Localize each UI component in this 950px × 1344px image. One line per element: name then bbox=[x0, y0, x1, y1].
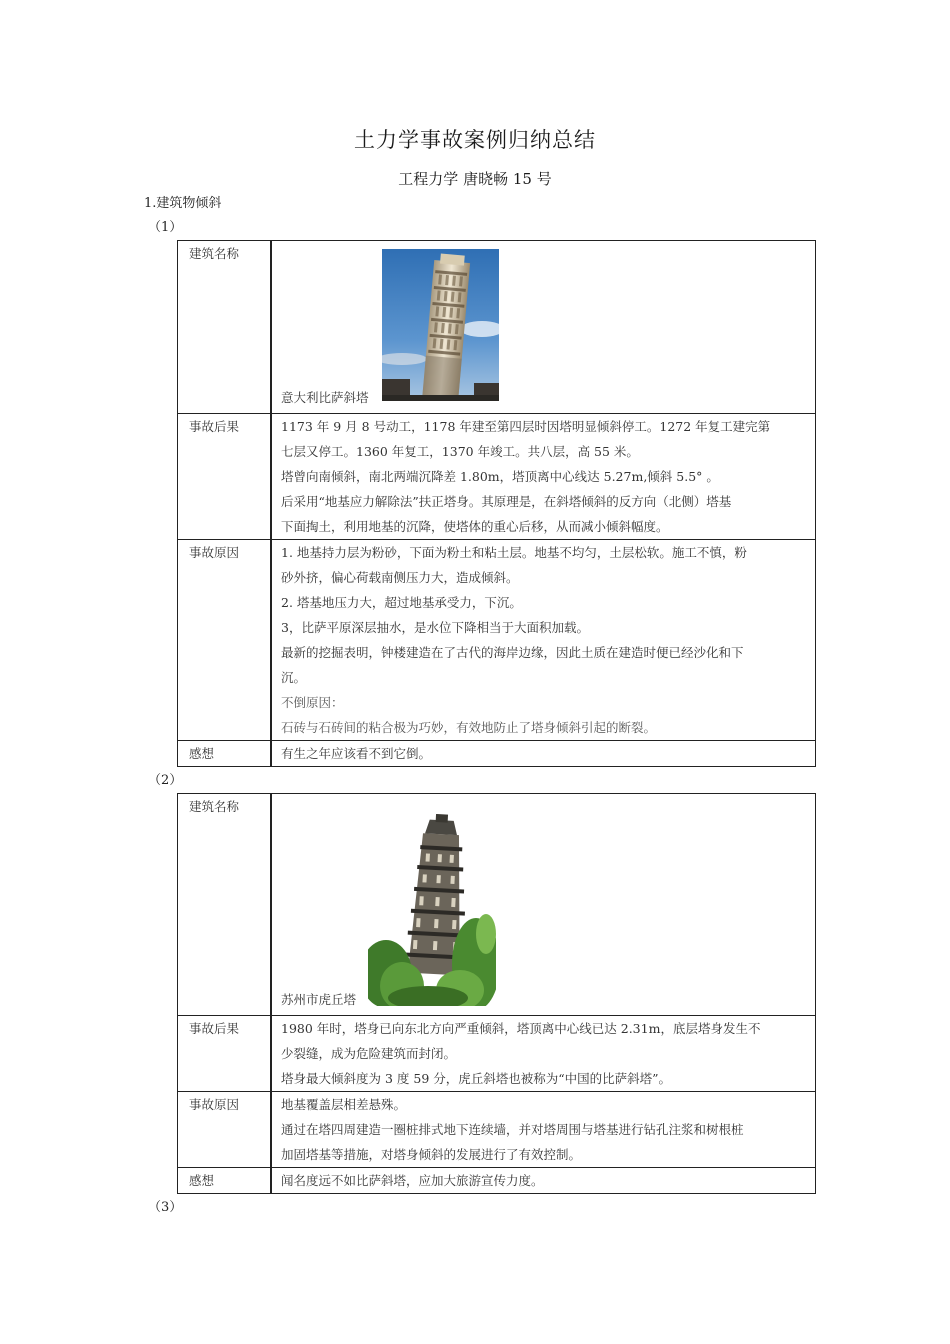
consequence-line: 1980 年时，塔身已向东北方向严重倾斜，塔顶离中心线已达 2.31m，底层塔身发生不 bbox=[281, 1021, 761, 1036]
case-table-1 bbox=[177, 240, 816, 767]
cause-line: 不倒原因： bbox=[281, 695, 344, 710]
consequence-cell bbox=[271, 414, 816, 540]
consequence-line: 后采用“地基应力解除法”扶正塔身。其原理是，在斜塔倾斜的反方向（北侧）塔基 bbox=[281, 494, 732, 509]
leaning-tower-of-pisa-photo bbox=[382, 249, 499, 409]
cause-line: 沉。 bbox=[281, 670, 307, 685]
cause-line: 砂外挤，偏心荷载南侧压力大，造成倾斜。 bbox=[281, 570, 519, 585]
cause-line: 1. 地基持力层为粉砂，下面为粉土和粘土层。地基不均匀，土层松软。施工不慎，粉 bbox=[281, 545, 747, 560]
case-index-1: （1） bbox=[148, 220, 183, 235]
reflection-cell: 有生之年应该看不到它倒。 bbox=[271, 741, 816, 767]
consequence-line: 少裂缝，成为危险建筑而封闭。 bbox=[281, 1046, 457, 1061]
label-building-name: 建筑名称 bbox=[178, 794, 272, 1016]
label-reflection: 感想 bbox=[178, 1168, 272, 1194]
case-index-2: （2） bbox=[148, 773, 183, 788]
cause-cell bbox=[271, 540, 816, 741]
label-consequence: 事故后果 bbox=[178, 1016, 272, 1092]
cause-line: 加固塔基等措施，对塔身倾斜的发展进行了有效控制。 bbox=[281, 1147, 582, 1162]
consequence-cell bbox=[271, 1016, 816, 1092]
building-name: 苏州市虎丘塔 bbox=[281, 992, 357, 1007]
tiger-hill-pagoda-photo bbox=[368, 814, 496, 1014]
section-heading: 1.建筑物倾斜 bbox=[144, 196, 222, 211]
label-reflection: 感想 bbox=[178, 741, 272, 767]
case-table-2 bbox=[177, 793, 816, 1194]
building-name: 意大利比萨斜塔 bbox=[281, 390, 369, 405]
cause-line: 地基覆盖层相差悬殊。 bbox=[281, 1097, 407, 1112]
label-cause: 事故原因 bbox=[178, 1092, 272, 1168]
consequence-line: 塔身最大倾斜度为 3 度 59 分，虎丘斜塔也被称为“中国的比萨斜塔”。 bbox=[281, 1071, 672, 1086]
consequence-line: 下面掏土，利用地基的沉降，使塔体的重心后移，从而减小倾斜幅度。 bbox=[281, 519, 669, 534]
label-consequence: 事故后果 bbox=[178, 414, 272, 540]
case-index-3: （3） bbox=[148, 1200, 183, 1215]
cause-cell bbox=[271, 1092, 816, 1168]
consequence-line: 1173 年 9 月 8 号动工，1178 年建至第四层时因塔明显倾斜停工。1272 年复工建完第 bbox=[281, 419, 771, 434]
building-name-cell bbox=[271, 794, 816, 1016]
building-name-cell bbox=[271, 241, 816, 414]
document-title: 土力学事故案例归纳总结 bbox=[354, 128, 596, 152]
label-cause: 事故原因 bbox=[178, 540, 272, 741]
label-building-name: 建筑名称 bbox=[178, 241, 272, 414]
consequence-line: 七层又停工。1360 年复工，1370 年竣工。共八层，高 55 米。 bbox=[281, 444, 639, 459]
cause-line: 石砖与石砖间的粘合极为巧妙，有效地防止了塔身倾斜引起的断裂。 bbox=[281, 720, 657, 735]
cause-line: 最新的挖掘表明，钟楼建造在了古代的海岸边缘，因此土质在建造时便已经沙化和下 bbox=[281, 645, 744, 660]
document-subtitle: 工程力学 唐晓畅 15 号 bbox=[398, 170, 552, 188]
consequence-line: 塔曾向南倾斜，南北两端沉降差 1.80m，塔顶离中心线达 5.27m,倾斜 5.5° 。 bbox=[281, 469, 719, 484]
reflection-cell: 闻名度远不如比萨斜塔，应加大旅游宣传力度。 bbox=[271, 1168, 816, 1194]
cause-line: 2. 塔基地压力大，超过地基承受力，下沉。 bbox=[281, 595, 522, 610]
cause-line: 3，比萨平原深层抽水，是水位下降相当于大面积加载。 bbox=[281, 620, 589, 635]
cause-line: 通过在塔四周建造一圈桩排式地下连续墙，并对塔周围与塔基进行钻孔注浆和树根桩 bbox=[281, 1122, 744, 1137]
